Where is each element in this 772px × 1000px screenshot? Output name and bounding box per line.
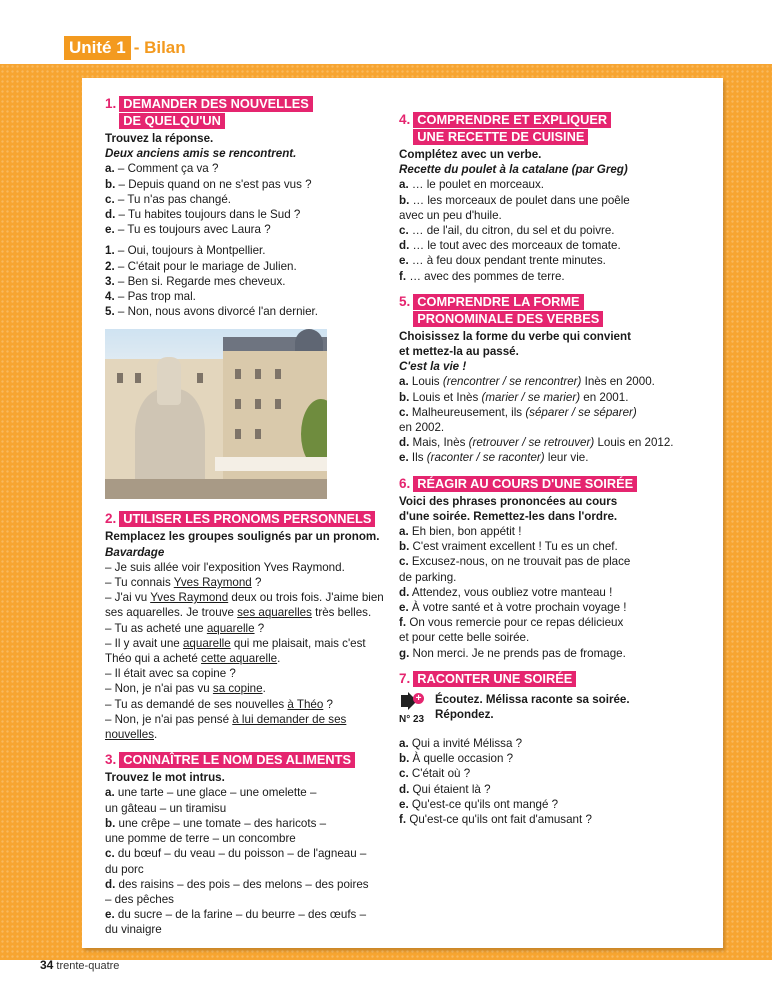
list-item: d. Attendez, vous oubliez votre manteau ! bbox=[399, 585, 613, 599]
list-item: 3. – Ben si. Regarde mes cheveux. bbox=[105, 274, 286, 288]
list-item-cont: une pomme de terre – un concombre bbox=[105, 832, 296, 846]
instruction: Répondez. bbox=[435, 708, 494, 722]
list-item-cont: avec un peu d'huile. bbox=[399, 208, 502, 222]
list-item: g. Non merci. Je ne prends pas de fromage. bbox=[399, 646, 626, 660]
dialogue-line: Théo qui a acheté cette aquarelle. bbox=[105, 652, 281, 666]
audio-track-number: N° 23 bbox=[399, 713, 425, 725]
list-item: a. … le poulet en morceaux. bbox=[399, 178, 545, 192]
list-item: a. Eh bien, bon appétit ! bbox=[399, 525, 522, 539]
list-item: 5. – Non, nous avons divorcé l'an dernier. bbox=[105, 305, 318, 319]
list-item: 2. – C'était pour le mariage de Julien. bbox=[105, 259, 297, 273]
section-6-title bbox=[399, 476, 687, 493]
section-title-line: CONNAÎTRE LE NOM DES ALIMENTS bbox=[119, 752, 355, 768]
list-item: d. … le tout avec des morceaux de tomate. bbox=[399, 239, 621, 253]
section-5 bbox=[399, 294, 687, 466]
unit-header bbox=[64, 36, 186, 60]
list-item: a. – Comment ça va ? bbox=[105, 162, 219, 176]
section-number: 2. bbox=[105, 511, 117, 527]
section-title-line: RÉAGIR AU COURS D'UNE SOIRÉE bbox=[413, 476, 637, 492]
section-4 bbox=[399, 112, 687, 284]
section-6 bbox=[399, 476, 687, 661]
page-number-words: trente-quatre bbox=[56, 960, 120, 972]
dialogue-line: – Il était avec sa copine ? bbox=[105, 667, 236, 681]
section-number: 4. bbox=[399, 112, 411, 127]
list-item: c. Excusez-nous, on ne trouvait pas de place bbox=[399, 555, 631, 569]
list-item: e. – Tu es toujours avec Laura ? bbox=[105, 223, 271, 237]
dialogue-line: – Non, je n'ai pas pensé à lui demander de ses bbox=[105, 712, 347, 726]
dialogue-line: – Tu as acheté une aquarelle ? bbox=[105, 621, 265, 635]
audio-instruction bbox=[399, 692, 687, 726]
subtitle: Bavardage bbox=[105, 545, 165, 559]
instruction: Choisissez la forme du verbe qui convient bbox=[399, 329, 631, 343]
section-3-title bbox=[105, 752, 385, 769]
section-1 bbox=[105, 96, 385, 319]
instruction: Écoutez. Mélissa raconte sa soirée. bbox=[435, 692, 630, 706]
section-title-line: UNE RECETTE DE CUISINE bbox=[413, 129, 588, 145]
list-item: f. Qu'est-ce qu'ils ont fait d'amusant ? bbox=[399, 812, 592, 826]
dialogue-line: – Tu as demandé de ses nouvelles à Théo ? bbox=[105, 697, 333, 711]
list-item: c. C'était où ? bbox=[399, 767, 471, 781]
list-item: d. Qui étaient là ? bbox=[399, 782, 491, 796]
section-title-line: RACONTER UNE SOIRÉE bbox=[413, 671, 576, 687]
montpellier-photo bbox=[105, 329, 327, 499]
list-item-cont: du porc bbox=[105, 862, 144, 876]
list-item-cont: du vinaigre bbox=[105, 923, 162, 937]
page-footer bbox=[40, 958, 119, 972]
list-item: a. une tarte – une glace – une omelette – bbox=[105, 786, 317, 800]
list-item: b. C'est vraiment excellent ! Tu es un chef. bbox=[399, 540, 618, 554]
dialogue-line: – Tu connais Yves Raymond ? bbox=[105, 576, 262, 590]
instruction: d'une soirée. Remettez-les dans l'ordre. bbox=[399, 509, 618, 523]
subtitle: Recette du poulet à la catalane (par Greg) bbox=[399, 163, 628, 177]
section-4-title bbox=[399, 112, 687, 146]
list-item: e. … à feu doux pendant trente minutes. bbox=[399, 254, 606, 268]
section-title-line: COMPRENDRE ET EXPLIQUER bbox=[413, 112, 611, 128]
section-7 bbox=[399, 671, 687, 827]
instruction: Trouvez la réponse. bbox=[105, 132, 214, 145]
right-column bbox=[399, 112, 687, 837]
instruction: Complétez avec un verbe. bbox=[399, 148, 542, 161]
dialogue-line: nouvelles. bbox=[105, 728, 158, 742]
list-item: b. – Depuis quand on ne s'est pas vus ? bbox=[105, 177, 312, 191]
instruction: Voici des phrases prononcées au cours bbox=[399, 494, 618, 508]
section-title-line: DE QUELQU'UN bbox=[119, 113, 225, 129]
list-item: e. À votre santé et à votre prochain voyage ! bbox=[399, 601, 627, 615]
page-number: 34 bbox=[40, 958, 54, 972]
unit-subtitle: - Bilan bbox=[133, 38, 186, 57]
dialogue-line: ses aquarelles. Je trouve ses aquarelles très belles. bbox=[105, 606, 372, 620]
instruction: Remplacez les groupes soulignés par un pronom. bbox=[105, 530, 380, 544]
list-item: f. On vous remercie pour ce repas délicieux bbox=[399, 616, 624, 630]
dialogue-line: – Je suis allée voir l'exposition Yves Raymond. bbox=[105, 560, 345, 574]
list-item-cont: et pour cette belle soirée. bbox=[399, 631, 530, 645]
list-item: a. Qui a invité Mélissa ? bbox=[399, 736, 523, 750]
section-2 bbox=[105, 511, 385, 742]
section-3 bbox=[105, 752, 385, 937]
unit-label: Unité 1 bbox=[64, 36, 131, 60]
list-item: c. – Tu n'as pas changé. bbox=[105, 192, 231, 206]
section-7-title bbox=[399, 671, 687, 688]
list-item: 4. – Pas trop mal. bbox=[105, 290, 196, 304]
section-title-line: UTILISER LES PRONOMS PERSONNELS bbox=[119, 511, 375, 527]
list-item: f. … avec des pommes de terre. bbox=[399, 269, 565, 283]
section-1-title bbox=[105, 96, 385, 130]
section-5-title bbox=[399, 294, 687, 328]
list-item: a. Louis (rencontrer / se rencontrer) Inès en 2000. bbox=[399, 375, 655, 389]
list-item: e. Qu'est-ce qu'ils ont mangé ? bbox=[399, 797, 559, 811]
list-item: d. des raisins – des pois – des melons – des poires bbox=[105, 877, 369, 891]
list-item: e. Ils (raconter / se raconter) leur vie. bbox=[399, 451, 589, 465]
list-item: c. du bœuf – du veau – du poisson – de l'agneau – bbox=[105, 847, 367, 861]
audio-speaker-icon[interactable]: + N° 23 bbox=[399, 692, 427, 726]
dialogue-line: – Non, je n'ai pas vu sa copine. bbox=[105, 682, 266, 696]
list-item-cont: de parking. bbox=[399, 570, 457, 584]
section-number: 1. bbox=[105, 96, 117, 111]
instruction: Trouvez le mot intrus. bbox=[105, 771, 225, 785]
list-item-cont: un gâteau – un tiramisu bbox=[105, 801, 227, 815]
section-number: 7. bbox=[399, 670, 411, 686]
subtitle: C'est la vie ! bbox=[399, 360, 467, 374]
list-item: b. À quelle occasion ? bbox=[399, 752, 514, 766]
list-item: c. Malheureusement, ils (séparer / se séparer) bbox=[399, 405, 637, 419]
section-2-title bbox=[105, 511, 385, 528]
dialogue-line: – Il y avait une aquarelle qui me plaisait, mais c'est bbox=[105, 636, 366, 650]
section-title-line: DEMANDER DES NOUVELLES bbox=[119, 96, 313, 112]
section-number: 5. bbox=[399, 293, 411, 309]
section-number: 6. bbox=[399, 475, 411, 491]
dialogue-line: – J'ai vu Yves Raymond deux ou trois fois. J'aime bien bbox=[105, 591, 384, 605]
list-item: 1. – Oui, toujours à Montpellier. bbox=[105, 244, 266, 258]
left-column bbox=[105, 96, 385, 948]
section-title-line: PRONOMINALE DES VERBES bbox=[413, 311, 603, 327]
list-item-cont: en 2002. bbox=[399, 421, 445, 435]
list-item: d. – Tu habites toujours dans le Sud ? bbox=[105, 208, 301, 222]
list-item: b. Louis et Inès (marier / se marier) en 2001. bbox=[399, 390, 629, 404]
list-item-cont: – des pêches bbox=[105, 892, 174, 906]
list-item: b. une crêpe – une tomate – des haricots – bbox=[105, 816, 327, 830]
instruction: et mettez-la au passé. bbox=[399, 345, 519, 359]
subtitle: Deux anciens amis se rencontrent. bbox=[105, 147, 297, 161]
list-item: d. Mais, Inès (retrouver / se retrouver) Louis en 2012. bbox=[399, 436, 674, 450]
section-number: 3. bbox=[105, 752, 117, 768]
list-item: e. du sucre – de la farine – du beurre – des œufs – bbox=[105, 908, 367, 922]
list-item: c. … de l'ail, du citron, du sel et du poivre. bbox=[399, 224, 615, 238]
section-title-line: COMPRENDRE LA FORME bbox=[413, 294, 583, 310]
list-item: b. … les morceaux de poulet dans une poêle bbox=[399, 193, 630, 207]
